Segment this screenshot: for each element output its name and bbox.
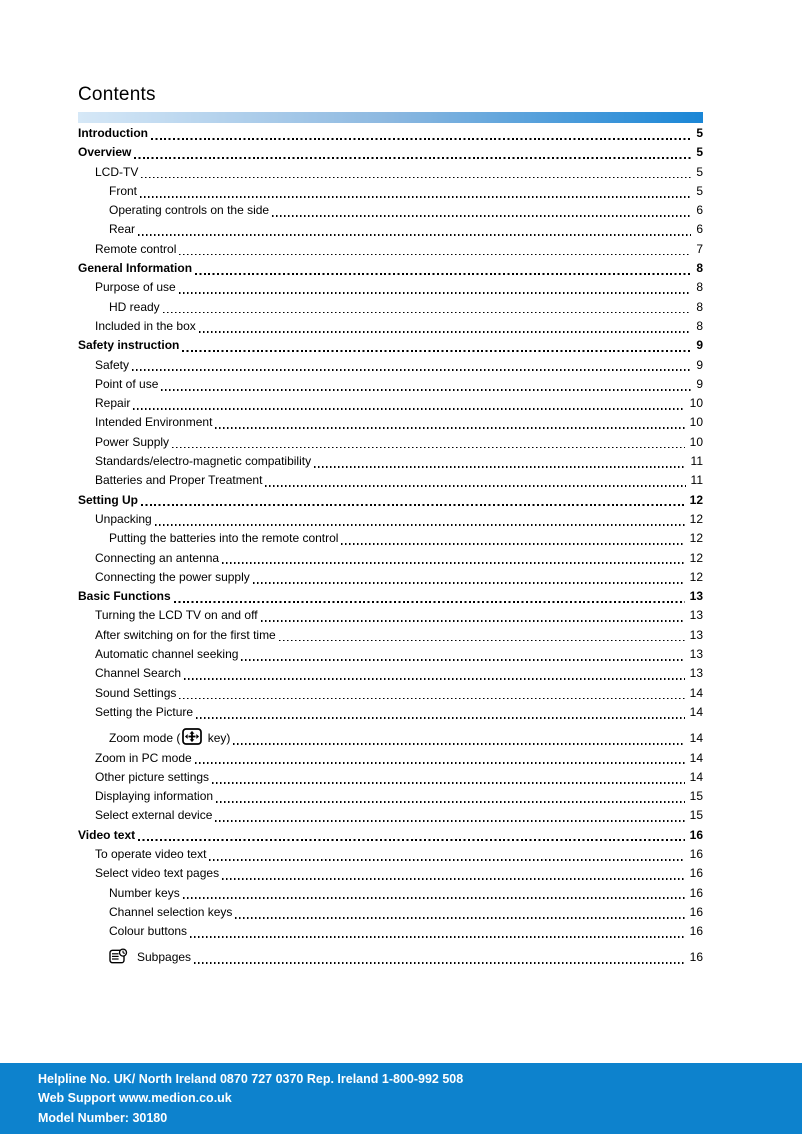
toc-entry-label (95, 549, 219, 568)
toc-entry-label (109, 948, 191, 967)
toc-entry-text: Setting Up (78, 492, 138, 507)
toc-dot-leader (141, 504, 685, 506)
toc-entry-label (95, 703, 193, 722)
toc-dot-leader (272, 215, 691, 217)
toc-entry-label (109, 922, 187, 941)
toc-entry-text: Included in the box (95, 318, 196, 333)
footer-model-number: Model Number: 30180 (38, 1110, 168, 1125)
toc-entry (78, 903, 703, 922)
toc-entry (78, 240, 703, 259)
toc-page-number: 15 (689, 789, 703, 804)
toc-page-number: 16 (689, 924, 703, 939)
toc-entry-label (109, 728, 230, 748)
footer-bar (0, 1063, 802, 1134)
toc-entry-text: Power Supply (95, 434, 170, 449)
toc-entry (78, 749, 703, 768)
toc-entry (78, 587, 703, 606)
toc-entry-label (78, 124, 148, 143)
toc-entry-text: Select video text pages (95, 866, 220, 881)
toc-entry-text: To operate video text (95, 846, 207, 861)
toc-page-number: 9 (696, 376, 703, 391)
toc-entry-label (95, 375, 158, 394)
toc-page-number: 13 (689, 647, 703, 662)
toc-entry-label (109, 903, 232, 922)
toc-entry-text: Channel Search (95, 666, 182, 681)
toc-dot-leader (233, 743, 684, 745)
toc-entry-text: Channel selection keys (109, 904, 233, 919)
toc-entry-label (95, 626, 276, 645)
toc-page-number: 16 (689, 950, 703, 965)
toc-page-number: 16 (689, 866, 703, 881)
toc-entry-label (95, 606, 258, 625)
toc-entry (78, 220, 703, 239)
toc-dot-leader (179, 292, 692, 294)
toc-dot-leader (222, 562, 685, 564)
toc-entry-label (95, 684, 176, 703)
toc-entry-label (95, 864, 219, 883)
toc-entry-text: HD ready (109, 299, 160, 314)
toc-entry-text: Sound Settings (95, 685, 177, 700)
toc-entry (78, 317, 703, 336)
toc-page-number: 13 (689, 627, 703, 642)
toc-entry-text: Remote control (95, 241, 177, 256)
toc-entry (78, 413, 703, 432)
toc-entry-label (78, 336, 179, 355)
toc-page-number: 8 (696, 280, 703, 295)
toc-entry (78, 884, 703, 903)
toc-dot-leader (141, 177, 691, 179)
toc-entry-text: Automatic channel seeking (95, 647, 239, 662)
toc-entry-text: Connecting an antenna (95, 550, 220, 565)
toc-dot-leader (253, 582, 685, 584)
toc-entry (78, 336, 703, 355)
toc-dot-leader (341, 543, 684, 545)
toc-page-number: 8 (696, 318, 703, 333)
toc-dot-leader (215, 427, 684, 429)
toc-dot-leader (279, 640, 685, 642)
toc-entry (78, 703, 703, 722)
toc-page-number: 13 (689, 589, 703, 604)
toc-entry-label (109, 298, 160, 317)
toc-entry-text: Unpacking (95, 511, 152, 526)
toc-dot-leader (155, 524, 685, 526)
toc-dot-leader (134, 157, 691, 159)
toc-entry-text: Safety (95, 357, 130, 372)
toc-page-number: 6 (696, 203, 703, 218)
toc-entry (78, 606, 703, 625)
toc-entry (78, 768, 703, 787)
toc-dot-leader (199, 331, 692, 333)
toc-dot-leader (194, 962, 685, 964)
toc-dot-leader (216, 801, 685, 803)
toc-page-number: 5 (696, 145, 703, 160)
toc-dot-leader (209, 859, 684, 861)
toc-entry (78, 163, 703, 182)
toc-entry (78, 471, 703, 490)
toc-entry (78, 394, 703, 413)
toc-entry-text: Turning the LCD TV on and off (95, 608, 258, 623)
toc-dot-leader (140, 196, 691, 198)
toc-entry-label (78, 143, 131, 162)
section-divider-bar (78, 112, 703, 123)
toc-entry (78, 201, 703, 220)
toc-dot-leader (196, 717, 685, 719)
toc-entry-text: Putting the batteries into the remote control (109, 531, 339, 546)
toc-entry-label (95, 664, 181, 683)
toc-entry (78, 433, 703, 452)
toc-dot-leader (182, 350, 691, 352)
toc-entry-label (95, 452, 311, 471)
toc-entry (78, 356, 703, 375)
toc-page-number: 9 (696, 338, 703, 353)
toc-page-number: 8 (696, 261, 703, 276)
toc-page-number: 8 (696, 299, 703, 314)
toc-entry-label (95, 510, 152, 529)
toc-entry-label (95, 394, 130, 413)
toc-entry-label (95, 278, 176, 297)
table-of-contents (78, 124, 703, 968)
toc-entry-label (95, 806, 212, 825)
toc-entry-text: Overview (78, 145, 132, 160)
toc-entry-label (109, 529, 338, 548)
toc-page-number: 12 (689, 550, 703, 565)
toc-entry (78, 922, 703, 941)
toc-dot-leader (174, 601, 685, 603)
toc-entry-label (78, 259, 192, 278)
toc-entry-label (109, 182, 137, 201)
toc-dot-leader (172, 447, 685, 449)
toc-entry (78, 684, 703, 703)
toc-entry (78, 806, 703, 825)
toc-entry-text: Rear (109, 222, 136, 237)
toc-entry-label (95, 787, 213, 806)
footer-helpline: Helpline No. UK/ North Ireland 0870 727 0370 Rep. Ireland 1-800-992 508 (38, 1072, 464, 1086)
toc-entry-label (95, 317, 196, 336)
toc-page-number: 10 (689, 434, 703, 449)
toc-page-number: 11 (690, 473, 703, 488)
toc-entry-label (95, 749, 192, 768)
toc-entry-text: Subpages (137, 950, 192, 965)
toc-page-number: 5 (696, 183, 703, 198)
toc-entry-label (95, 645, 238, 664)
toc-entry-label (95, 568, 250, 587)
toc-entry-label (95, 471, 262, 490)
toc-page-number: 14 (689, 750, 703, 765)
toc-entry-text: Intended Environment (95, 415, 213, 430)
toc-entry-text: Safety instruction (78, 338, 180, 353)
toc-entry (78, 845, 703, 864)
toc-entry (78, 864, 703, 883)
toc-entry-label (109, 884, 180, 903)
toc-dot-leader (314, 466, 685, 468)
toc-entry-text: Operating controls on the side (109, 203, 270, 218)
toc-dot-leader (151, 138, 691, 140)
toc-entry-text: Connecting the power supply (95, 569, 250, 584)
toc-entry-text: Purpose of use (95, 280, 176, 295)
toc-page-number: 16 (689, 827, 703, 842)
toc-entry-text: Colour buttons (109, 924, 188, 939)
toc-page-number: 16 (689, 904, 703, 919)
toc-entry-text: Front (109, 183, 138, 198)
toc-page-number: 12 (689, 531, 703, 546)
toc-entry (78, 510, 703, 529)
toc-dot-leader (133, 408, 684, 410)
toc-page-number: 5 (696, 126, 703, 140)
toc-dot-leader (195, 762, 685, 764)
toc-page-number: 14 (689, 704, 703, 719)
toc-entry (78, 375, 703, 394)
toc-page-number: 16 (689, 885, 703, 900)
toc-dot-leader (179, 698, 684, 700)
toc-entry-text: General Information (78, 261, 193, 276)
toc-entry-text: Other picture settings (95, 769, 210, 784)
toc-dot-leader (184, 678, 685, 680)
toc-entry-text: Repair (95, 396, 131, 411)
toc-entry-text: Standards/electro-magnetic compatibility (95, 454, 312, 469)
subpages-icon (109, 948, 128, 964)
toc-entry-text: Number keys (109, 885, 180, 900)
toc-entry-label (95, 768, 209, 787)
toc-entry-text: Point of use (95, 376, 159, 391)
toc-entry-text: Zoom in PC mode (95, 750, 192, 765)
toc-dot-leader (138, 839, 685, 841)
toc-entry-label (95, 163, 138, 182)
toc-dot-leader (195, 273, 691, 275)
toc-entry (78, 124, 703, 143)
toc-page-number: 16 (689, 846, 703, 861)
toc-page-number: 9 (696, 357, 703, 372)
toc-entry-text: Batteries and Proper Treatment (95, 473, 263, 488)
toc-entry-text: Basic Functions (78, 589, 171, 604)
toc-page-number: 14 (689, 685, 703, 700)
toc-entry (78, 948, 703, 967)
toc-dot-leader (163, 312, 692, 314)
toc-dot-leader (212, 782, 685, 784)
nav-key-icon (182, 728, 202, 745)
toc-dot-leader (161, 389, 691, 391)
toc-entry-label (95, 240, 176, 259)
toc-entry-label (109, 201, 269, 220)
toc-page-number: 10 (689, 396, 703, 411)
toc-entry (78, 826, 703, 845)
toc-page-number: 5 (696, 164, 703, 179)
toc-dot-leader (241, 659, 684, 661)
toc-entry-label (78, 826, 135, 845)
toc-page-number: 6 (696, 222, 703, 237)
toc-page-number: 14 (689, 769, 703, 784)
toc-dot-leader (265, 485, 685, 487)
toc-entry-text: Displaying information (95, 789, 214, 804)
toc-entry (78, 259, 703, 278)
toc-dot-leader (235, 917, 684, 919)
toc-page-number: 12 (689, 569, 703, 584)
toc-dot-leader (222, 878, 685, 880)
toc-entry-text: Select external device (95, 808, 213, 823)
toc-dot-leader (261, 620, 685, 622)
toc-entry (78, 664, 703, 683)
toc-dot-leader (132, 369, 691, 371)
toc-entry (78, 568, 703, 587)
toc-entry (78, 143, 703, 162)
toc-entry (78, 182, 703, 201)
toc-entry (78, 529, 703, 548)
toc-page-number: 13 (689, 666, 703, 681)
toc-entry-label (95, 413, 212, 432)
toc-entry (78, 298, 703, 317)
toc-entry-text: Introduction (78, 126, 148, 140)
toc-entry (78, 729, 703, 748)
toc-dot-leader (179, 254, 691, 256)
toc-page-number: 7 (696, 241, 703, 256)
toc-dot-leader (215, 820, 684, 822)
toc-page-number: 14 (689, 731, 703, 746)
toc-entry (78, 549, 703, 568)
footer-web-support: Web Support www.medion.co.uk (38, 1091, 232, 1106)
toc-dot-leader (138, 234, 691, 236)
toc-dot-leader (183, 897, 685, 899)
toc-entry-text: After switching on for the first time (95, 627, 276, 642)
toc-page-number: 10 (689, 415, 703, 430)
toc-entry-label (109, 220, 135, 239)
toc-entry-label (95, 433, 169, 452)
toc-entry-label-post: key) (204, 731, 231, 746)
toc-entry-text: LCD-TV (95, 164, 139, 179)
toc-entry (78, 645, 703, 664)
toc-dot-leader (190, 936, 685, 938)
toc-entry-label (95, 356, 129, 375)
toc-entry-label-pre: Zoom mode ( (109, 731, 181, 746)
toc-page-number: 12 (689, 492, 703, 507)
toc-page-number: 12 (689, 511, 703, 526)
toc-entry (78, 278, 703, 297)
page-title: Contents (78, 84, 156, 105)
toc-entry-label (95, 845, 206, 864)
toc-page-number: 11 (690, 454, 703, 469)
toc-entry-text: Video text (78, 827, 136, 842)
toc-page-number: 15 (689, 808, 703, 823)
toc-entry (78, 491, 703, 510)
toc-entry (78, 787, 703, 806)
toc-entry-label (78, 491, 138, 510)
toc-entry (78, 626, 703, 645)
toc-entry-text: Setting the Picture (95, 704, 194, 719)
toc-entry (78, 452, 703, 471)
toc-entry-label (78, 587, 171, 606)
toc-page-number: 13 (689, 608, 703, 623)
